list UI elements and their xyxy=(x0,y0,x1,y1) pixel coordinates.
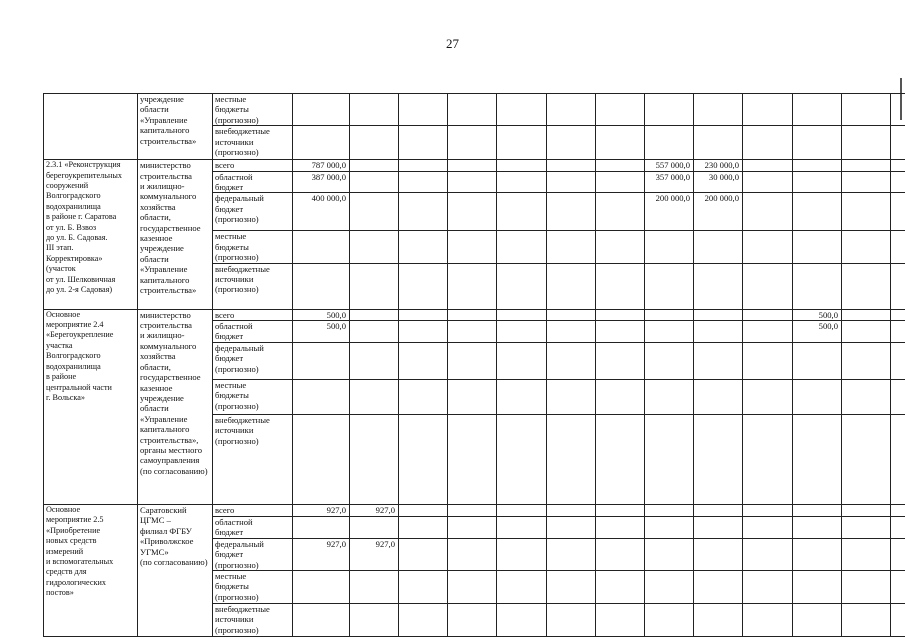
value-cell xyxy=(842,379,891,414)
table-row xyxy=(44,160,905,171)
funding-source-cell: федеральный бюджет (прогнозно) xyxy=(213,538,293,570)
value-cell: 557 000,0 xyxy=(645,160,694,171)
value-cell xyxy=(694,263,743,309)
value-cell xyxy=(448,263,497,309)
value-cell xyxy=(645,504,694,516)
value-cell xyxy=(350,94,399,126)
value-cell xyxy=(350,414,399,504)
value-cell xyxy=(743,171,793,193)
value-cell xyxy=(842,94,891,126)
funding-source-cell: федеральный бюджет (прогнозно) xyxy=(213,342,293,379)
value-cell xyxy=(497,309,547,320)
value-cell xyxy=(399,603,448,636)
value-cell: 30 000,0 xyxy=(694,171,743,193)
value-cell xyxy=(793,342,842,379)
value-cell xyxy=(547,516,596,538)
value-cell xyxy=(547,263,596,309)
value-cell xyxy=(842,193,891,231)
value-cell xyxy=(350,516,399,538)
value-cell xyxy=(842,538,891,570)
value-cell xyxy=(547,603,596,636)
value-cell xyxy=(293,263,350,309)
budget-table xyxy=(43,93,905,637)
value-cell xyxy=(596,414,645,504)
funding-source-cell: всего xyxy=(213,309,293,320)
value-cell xyxy=(743,342,793,379)
value-cell xyxy=(891,342,905,379)
value-cell xyxy=(743,570,793,603)
value-cell xyxy=(448,193,497,231)
value-cell: 387 000,0 xyxy=(293,171,350,193)
funding-source-cell: внебюджетные источники (прогнозно) xyxy=(213,263,293,309)
value-cell xyxy=(842,570,891,603)
value-cell xyxy=(694,94,743,126)
value-cell xyxy=(793,263,842,309)
value-cell: 500,0 xyxy=(293,309,350,320)
value-cell xyxy=(350,126,399,160)
value-cell xyxy=(399,414,448,504)
value-cell xyxy=(743,379,793,414)
value-cell xyxy=(448,126,497,160)
value-cell xyxy=(891,414,905,504)
value-cell xyxy=(645,414,694,504)
value-cell xyxy=(350,603,399,636)
value-cell xyxy=(645,342,694,379)
executor-cell: учреждение области «Управление капитального строительства» xyxy=(138,94,213,160)
value-cell xyxy=(399,231,448,263)
event-cell: Основное мероприятие 2.5 «Приобретение новых средств измерений и вспомогательных средств для гидрологических постов» xyxy=(44,504,138,636)
value-cell xyxy=(399,504,448,516)
value-cell xyxy=(547,231,596,263)
value-cell xyxy=(547,321,596,343)
value-cell xyxy=(842,160,891,171)
value-cell xyxy=(497,603,547,636)
value-cell xyxy=(743,309,793,320)
value-cell xyxy=(547,171,596,193)
value-cell xyxy=(891,193,905,231)
value-cell xyxy=(497,414,547,504)
value-cell xyxy=(350,321,399,343)
value-cell xyxy=(645,570,694,603)
value-cell xyxy=(399,342,448,379)
value-cell xyxy=(350,171,399,193)
value-cell xyxy=(293,414,350,504)
value-cell xyxy=(694,126,743,160)
value-cell xyxy=(596,516,645,538)
value-cell xyxy=(293,126,350,160)
value-cell xyxy=(645,379,694,414)
value-cell xyxy=(448,231,497,263)
value-cell xyxy=(547,570,596,603)
value-cell xyxy=(645,126,694,160)
value-cell xyxy=(842,504,891,516)
value-cell xyxy=(497,126,547,160)
value-cell xyxy=(596,538,645,570)
value-cell xyxy=(793,126,842,160)
value-cell xyxy=(891,538,905,570)
value-cell xyxy=(497,94,547,126)
funding-source-cell: местные бюджеты (прогнозно) xyxy=(213,570,293,603)
value-cell xyxy=(448,603,497,636)
value-cell xyxy=(448,504,497,516)
value-cell xyxy=(694,342,743,379)
value-cell: 500,0 xyxy=(793,321,842,343)
value-cell xyxy=(547,538,596,570)
value-cell xyxy=(399,309,448,320)
value-cell xyxy=(694,379,743,414)
value-cell: 927,0 xyxy=(293,538,350,570)
value-cell xyxy=(399,94,448,126)
value-cell xyxy=(793,94,842,126)
value-cell xyxy=(891,309,905,320)
value-cell xyxy=(743,321,793,343)
funding-source-cell: областной бюджет xyxy=(213,516,293,538)
value-cell xyxy=(497,504,547,516)
value-cell xyxy=(694,414,743,504)
value-cell xyxy=(743,160,793,171)
value-cell xyxy=(497,321,547,343)
value-cell xyxy=(743,263,793,309)
value-cell xyxy=(596,193,645,231)
value-cell xyxy=(497,171,547,193)
funding-source-cell: всего xyxy=(213,160,293,171)
value-cell xyxy=(694,321,743,343)
value-cell: 230 000,0 xyxy=(694,160,743,171)
value-cell xyxy=(399,160,448,171)
value-cell xyxy=(793,603,842,636)
value-cell xyxy=(891,171,905,193)
event-cell: Основное мероприятие 2.4 «Берегоукрепление участка Волгоградского водохранилища в районе центральной части г. Вольска» xyxy=(44,309,138,504)
value-cell xyxy=(399,516,448,538)
value-cell xyxy=(694,570,743,603)
funding-source-cell: всего xyxy=(213,504,293,516)
value-cell xyxy=(743,193,793,231)
value-cell xyxy=(645,263,694,309)
value-cell xyxy=(743,231,793,263)
value-cell xyxy=(497,516,547,538)
value-cell: 787 000,0 xyxy=(293,160,350,171)
value-cell xyxy=(743,504,793,516)
value-cell xyxy=(350,342,399,379)
value-cell xyxy=(694,504,743,516)
value-cell xyxy=(547,504,596,516)
funding-source-cell: внебюджетные источники (прогнозно) xyxy=(213,126,293,160)
value-cell xyxy=(448,160,497,171)
value-cell xyxy=(596,160,645,171)
value-cell xyxy=(497,193,547,231)
value-cell xyxy=(448,379,497,414)
value-cell xyxy=(448,321,497,343)
value-cell xyxy=(842,414,891,504)
value-cell xyxy=(399,263,448,309)
value-cell xyxy=(743,603,793,636)
value-cell xyxy=(293,603,350,636)
value-cell xyxy=(448,570,497,603)
value-cell xyxy=(694,603,743,636)
value-cell xyxy=(293,516,350,538)
executor-cell: министерство строительства и жилищно- коммунального хозяйства области, государственное казенное учреждение области «Управление капитального строительства» xyxy=(138,160,213,309)
value-cell xyxy=(842,516,891,538)
value-cell xyxy=(596,379,645,414)
value-cell xyxy=(891,516,905,538)
value-cell xyxy=(793,160,842,171)
value-cell xyxy=(596,570,645,603)
value-cell xyxy=(497,231,547,263)
table-row xyxy=(44,309,905,320)
table-row xyxy=(44,504,905,516)
value-cell: 927,0 xyxy=(293,504,350,516)
value-cell xyxy=(293,231,350,263)
value-cell xyxy=(547,379,596,414)
value-cell xyxy=(842,342,891,379)
value-cell xyxy=(891,126,905,160)
value-cell xyxy=(596,126,645,160)
value-cell: 357 000,0 xyxy=(645,171,694,193)
value-cell xyxy=(293,570,350,603)
funding-source-cell: местные бюджеты (прогнозно) xyxy=(213,379,293,414)
value-cell xyxy=(891,160,905,171)
value-cell xyxy=(645,538,694,570)
value-cell xyxy=(694,516,743,538)
value-cell xyxy=(694,309,743,320)
value-cell xyxy=(350,379,399,414)
value-cell xyxy=(842,321,891,343)
value-cell xyxy=(842,309,891,320)
value-cell xyxy=(293,342,350,379)
value-cell xyxy=(596,171,645,193)
value-cell xyxy=(596,342,645,379)
funding-source-cell: местные бюджеты (прогнозно) xyxy=(213,94,293,126)
value-cell xyxy=(497,570,547,603)
value-cell: 200 000,0 xyxy=(645,193,694,231)
value-cell xyxy=(448,309,497,320)
value-cell xyxy=(448,414,497,504)
funding-source-cell: внебюджетные источники (прогнозно) xyxy=(213,414,293,504)
value-cell xyxy=(842,603,891,636)
value-cell: 200 000,0 xyxy=(694,193,743,231)
funding-source-cell: внебюджетные источники (прогнозно) xyxy=(213,603,293,636)
value-cell xyxy=(497,538,547,570)
value-cell: 500,0 xyxy=(793,309,842,320)
value-cell xyxy=(842,263,891,309)
value-cell xyxy=(694,538,743,570)
value-cell xyxy=(743,538,793,570)
event-cell xyxy=(44,94,138,160)
value-cell xyxy=(793,538,842,570)
funding-source-cell: местные бюджеты (прогнозно) xyxy=(213,231,293,263)
value-cell xyxy=(743,126,793,160)
event-cell: 2.3.1 «Реконструкция берегоукрепительных сооружений Волгоградского водохранилища в районе г. Саратова от ул. Б. Взвоз до ул. Б. Садовая. III этап. Корректировка» (участок от ул. Шелковичная до ул. 2-я Садовая) xyxy=(44,160,138,309)
value-cell xyxy=(645,94,694,126)
value-cell xyxy=(293,94,350,126)
value-cell xyxy=(293,379,350,414)
value-cell xyxy=(891,231,905,263)
value-cell xyxy=(547,94,596,126)
page-number: 27 xyxy=(446,36,459,51)
value-cell xyxy=(399,570,448,603)
value-cell: 400 000,0 xyxy=(293,193,350,231)
value-cell xyxy=(497,263,547,309)
value-cell xyxy=(497,160,547,171)
value-cell xyxy=(793,516,842,538)
value-cell xyxy=(350,160,399,171)
value-cell xyxy=(694,231,743,263)
value-cell xyxy=(743,94,793,126)
value-cell xyxy=(793,379,842,414)
value-cell xyxy=(547,309,596,320)
value-cell xyxy=(497,342,547,379)
executor-cell: Саратовский ЦГМС – филиал ФГБУ «Приволжское УГМС» (по согласованию) xyxy=(138,504,213,636)
value-cell: 500,0 xyxy=(293,321,350,343)
value-cell: 927,0 xyxy=(350,538,399,570)
value-cell xyxy=(596,504,645,516)
value-cell xyxy=(547,414,596,504)
funding-source-cell: областной бюджет xyxy=(213,171,293,193)
value-cell xyxy=(596,321,645,343)
value-cell xyxy=(350,193,399,231)
value-cell xyxy=(891,94,905,126)
value-cell xyxy=(547,342,596,379)
value-cell xyxy=(891,321,905,343)
funding-source-cell: областной бюджет xyxy=(213,321,293,343)
value-cell xyxy=(645,321,694,343)
value-cell xyxy=(399,126,448,160)
value-cell xyxy=(793,171,842,193)
value-cell xyxy=(891,263,905,309)
value-cell xyxy=(399,379,448,414)
value-cell xyxy=(497,379,547,414)
value-cell xyxy=(645,603,694,636)
value-cell xyxy=(399,193,448,231)
value-cell xyxy=(596,231,645,263)
value-cell xyxy=(645,231,694,263)
value-cell xyxy=(350,263,399,309)
value-cell xyxy=(448,171,497,193)
value-cell xyxy=(350,309,399,320)
value-cell xyxy=(891,603,905,636)
value-cell xyxy=(793,414,842,504)
value-cell xyxy=(645,516,694,538)
value-cell xyxy=(448,538,497,570)
value-cell xyxy=(891,504,905,516)
value-cell xyxy=(743,414,793,504)
value-cell xyxy=(350,570,399,603)
value-cell xyxy=(793,504,842,516)
value-cell xyxy=(596,309,645,320)
executor-cell: министерство строительства и жилищно- коммунального хозяйства области, государственное казенное учреждение области «Управление капитального строительства», органы местного самоуправления (по согласованию) xyxy=(138,309,213,504)
value-cell xyxy=(842,231,891,263)
value-cell xyxy=(399,171,448,193)
value-cell xyxy=(596,603,645,636)
value-cell xyxy=(448,94,497,126)
value-cell xyxy=(596,94,645,126)
value-cell: 927,0 xyxy=(350,504,399,516)
value-cell xyxy=(547,193,596,231)
value-cell xyxy=(596,263,645,309)
value-cell xyxy=(399,321,448,343)
table-row xyxy=(44,94,905,126)
value-cell xyxy=(645,309,694,320)
value-cell xyxy=(793,193,842,231)
value-cell xyxy=(891,379,905,414)
value-cell xyxy=(547,160,596,171)
value-cell xyxy=(448,342,497,379)
value-cell xyxy=(448,516,497,538)
value-cell xyxy=(842,126,891,160)
value-cell xyxy=(793,231,842,263)
value-cell xyxy=(743,516,793,538)
funding-source-cell: федеральный бюджет (прогнозно) xyxy=(213,193,293,231)
value-cell xyxy=(793,570,842,603)
value-cell xyxy=(399,538,448,570)
value-cell xyxy=(547,126,596,160)
value-cell xyxy=(891,570,905,603)
value-cell xyxy=(842,171,891,193)
value-cell xyxy=(350,231,399,263)
